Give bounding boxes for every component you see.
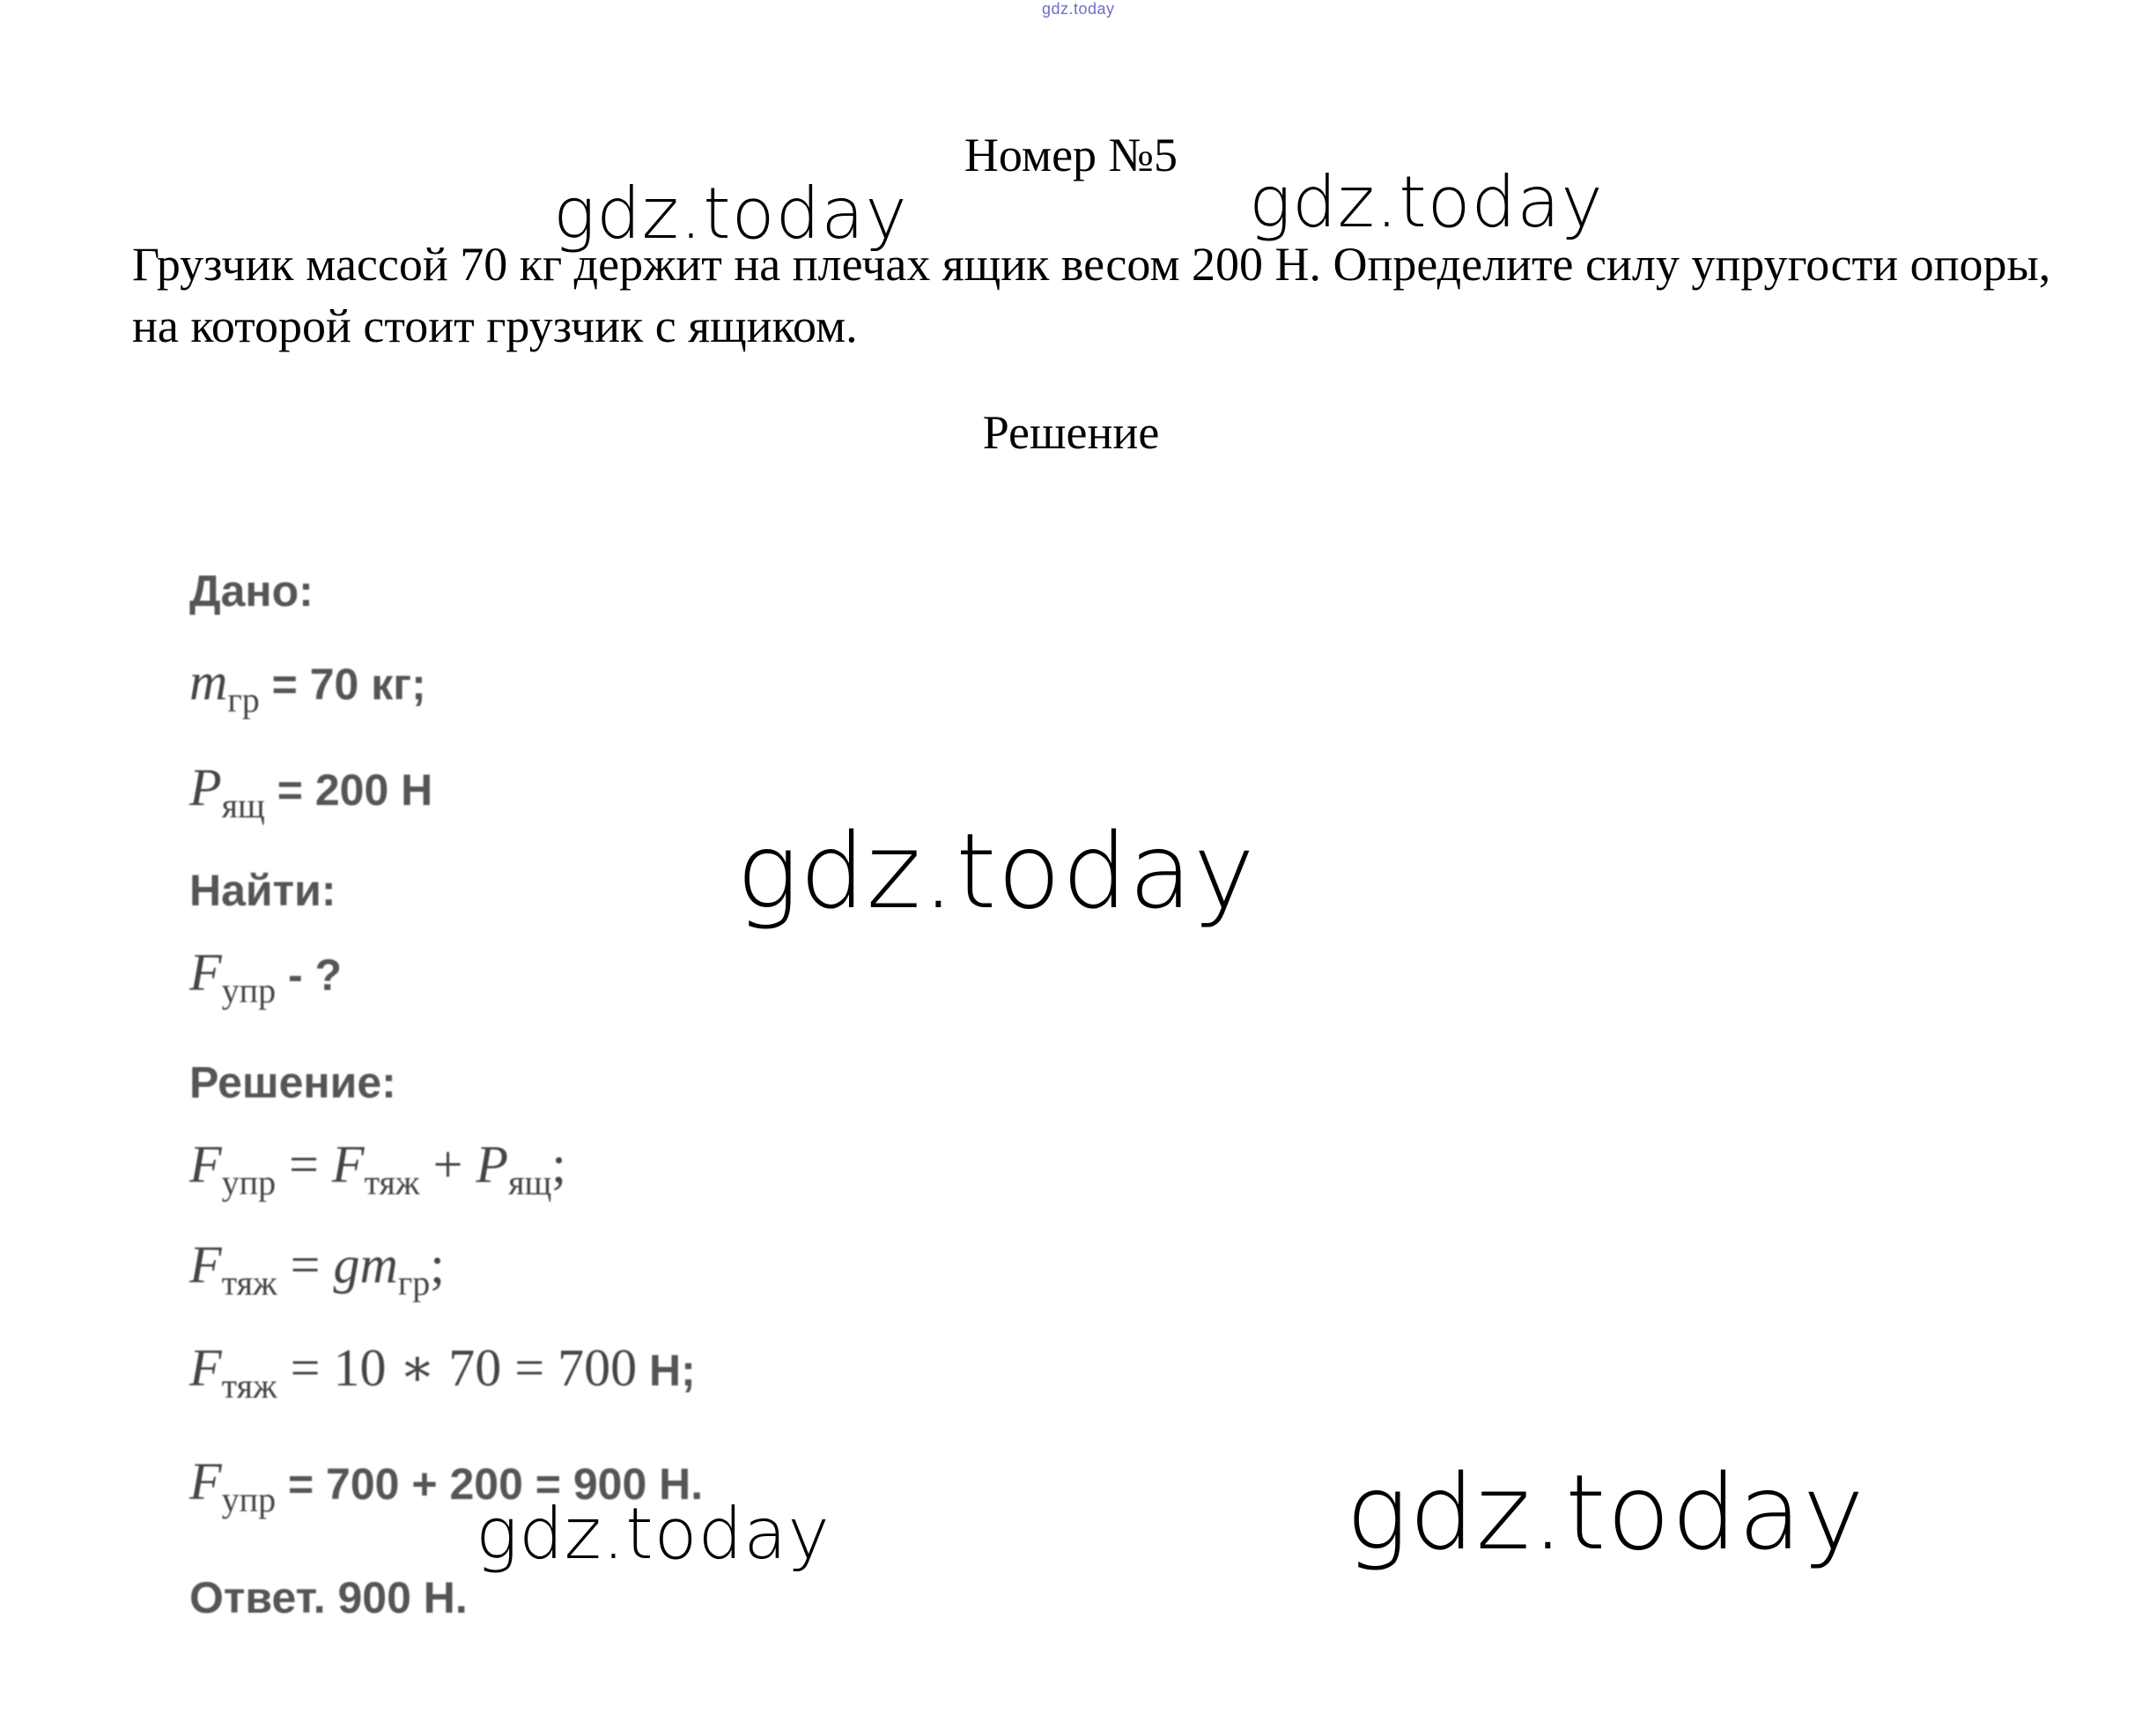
- operator: +: [419, 1135, 476, 1193]
- watermark: gdz.today: [736, 810, 1256, 932]
- subscript: упр: [221, 1163, 277, 1202]
- page-title: [0, 128, 2149, 182]
- expression: = 700 + 200 = 900 Н.: [276, 1459, 704, 1509]
- symbol: F: [189, 1135, 222, 1193]
- value: - ?: [276, 950, 343, 1000]
- symbol: gm: [333, 1236, 398, 1294]
- subscript: упр: [221, 971, 277, 1010]
- watermark: gdz.today: [1249, 161, 1604, 243]
- solution-heading: [0, 405, 2149, 460]
- symbol: F: [189, 1452, 222, 1511]
- solution-label: Решение:: [189, 1058, 396, 1107]
- symbol: P: [476, 1135, 509, 1193]
- given-mass: [189, 652, 426, 720]
- given-label: Дано:: [189, 566, 314, 616]
- symbol: F: [331, 1135, 365, 1193]
- subscript: тяж: [364, 1163, 420, 1202]
- value: = 200 Н: [264, 765, 433, 815]
- page-title-text: Номер №5: [964, 129, 1178, 181]
- punctuation: ;: [430, 1236, 445, 1294]
- find-label: Найти:: [189, 866, 336, 915]
- value: = 70 кг;: [259, 660, 426, 709]
- expression: = 10 ∗ 70 = 700: [277, 1339, 638, 1397]
- symbol: m: [189, 653, 228, 711]
- symbol: F: [189, 1339, 222, 1397]
- equation-2: [189, 1235, 445, 1304]
- solution-heading-text: Решение: [982, 406, 1160, 459]
- top-watermark: gdz.today: [1042, 0, 1115, 18]
- subscript: гр: [227, 680, 260, 720]
- unit: Н;: [637, 1346, 696, 1395]
- symbol: P: [189, 758, 222, 816]
- punctuation: ;: [551, 1135, 566, 1193]
- problem-text: Грузчик массой 70 кг держит на плечах ящик весом 200 Н. Определите силу упругости опоры, на которой стоит грузчик с ящиком.: [132, 238, 2051, 352]
- solution-block: [189, 546, 1070, 1638]
- watermark: gdz.today: [1346, 1452, 1865, 1573]
- symbol: F: [189, 1236, 222, 1294]
- subscript: тяж: [221, 1366, 277, 1406]
- subscript: ящ: [221, 786, 265, 825]
- find-force: [189, 942, 342, 1011]
- equation-1: [189, 1134, 566, 1203]
- operator: =: [277, 1236, 334, 1294]
- watermark: gdz.today: [553, 173, 908, 255]
- subscript: упр: [221, 1480, 277, 1519]
- subscript: гр: [397, 1263, 431, 1303]
- subscript: тяж: [221, 1263, 277, 1303]
- subscript: ящ: [508, 1163, 552, 1202]
- symbol: F: [189, 943, 222, 1001]
- answer: Ответ. 900 Н.: [189, 1573, 468, 1622]
- equation-3: [189, 1337, 696, 1407]
- operator: =: [276, 1135, 332, 1193]
- watermark: gdz.today: [476, 1493, 831, 1575]
- given-weight: [189, 757, 432, 826]
